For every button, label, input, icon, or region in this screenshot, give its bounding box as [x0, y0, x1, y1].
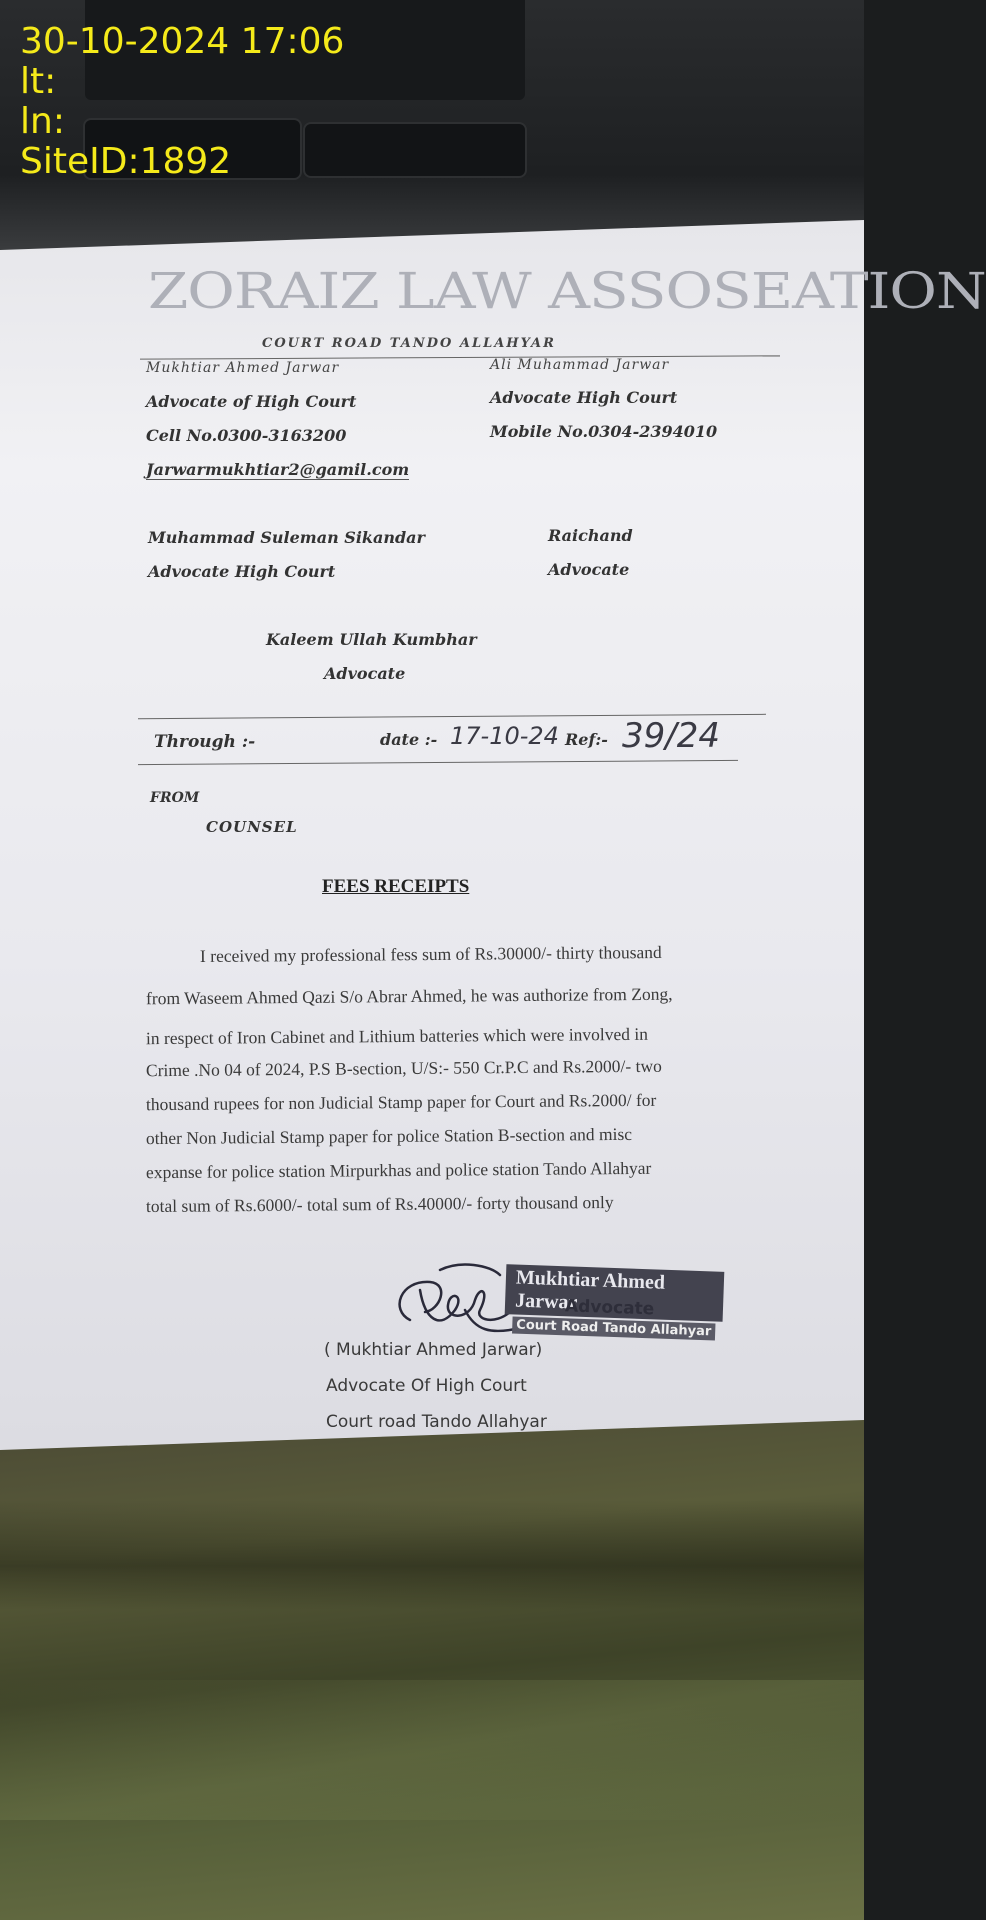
- stamp-line-3: Court Road Tando Allahyar: [512, 1316, 716, 1340]
- advocate1-title: Advocate of High Court: [146, 392, 357, 411]
- body-line-4: Crime .No 04 of 2024, P.S B-section, U/S:- 550 Cr.P.C and Rs.2000/- two: [145, 1055, 662, 1081]
- stamp-line-2: Advocate: [564, 1296, 655, 1320]
- advocate2-title: Advocate High Court: [490, 388, 678, 407]
- from-label: FROM: [150, 790, 200, 806]
- fabric-background: [0, 1420, 864, 1920]
- fabric-fold: [0, 1500, 864, 1610]
- advocate3-name: Muhammad Suleman Sikandar: [148, 528, 425, 547]
- advocate5-title: Advocate: [324, 664, 406, 683]
- advocate1-cell: Cell No.0300-3163200: [146, 426, 347, 445]
- date-label: date :-: [380, 730, 438, 749]
- advocate5-name: Kaleem Ullah Kumbhar: [266, 630, 477, 649]
- advocate2-mobile: Mobile No.0304-2394010: [490, 422, 718, 441]
- advocate1-name: Mukhtiar Ahmed Jarwar: [146, 360, 340, 376]
- from-value: COUNSEL: [206, 818, 298, 836]
- body-line-7: expanse for police station Mirpurkhas and police station Tando Allahyar: [145, 1157, 652, 1183]
- advocate1-email: Jarwarmukhtiar2@gamil.com: [146, 460, 410, 479]
- body-line-8: total sum of Rs.6000/- total sum of Rs.40000/- forty thousand only: [145, 1191, 614, 1217]
- camera-timestamp-overlay: [20, 22, 344, 182]
- body-line-6: other Non Judicial Stamp paper for police Station B-section and misc: [145, 1123, 633, 1149]
- stamp-line-1: Mukhtiar Ahmed Jarwar: [505, 1264, 725, 1322]
- firm-address: COURT ROAD TANDO ALLAHYAR: [262, 336, 556, 351]
- overlay-datetime: 30-10-2024 17:06: [20, 21, 345, 62]
- overlay-lt: lt:: [20, 61, 57, 102]
- ref-value: 39/24: [622, 716, 720, 756]
- date-value: 17-10-24: [450, 722, 559, 750]
- body-line-2: from Waseem Ahmed Qazi S/o Abrar Ahmed, he was authorize from Zong,: [145, 983, 673, 1009]
- body-line-1: I received my professional fess sum of Rs.30000/- thirty thousand: [199, 941, 662, 967]
- ref-label: Ref:-: [565, 730, 608, 749]
- firm-name-heading: ZORAIZ LAW ASSOSEATION: [148, 262, 986, 320]
- overlay-ln: ln:: [20, 101, 65, 142]
- signatory-address: Court road Tando Allahyar: [326, 1412, 547, 1432]
- body-line-5: thousand rupees for non Judicial Stamp paper for Court and Rs.2000/ for: [145, 1089, 657, 1115]
- fabric-fold: [0, 1680, 864, 1820]
- advocate2-name: Ali Muhammad Jarwar: [490, 357, 670, 373]
- signatory-name: ( Mukhtiar Ahmed Jarwar): [324, 1340, 543, 1360]
- through-label: Through :-: [154, 732, 256, 752]
- advocate4-title: Advocate: [548, 560, 630, 579]
- signatory-title: Advocate Of High Court: [326, 1376, 527, 1396]
- body-line-3: in respect of Iron Cabinet and Lithium batteries which were involved in: [145, 1023, 649, 1049]
- receipt-title: FEES RECEIPTS: [322, 876, 470, 897]
- advocate-stamp: [504, 1264, 725, 1350]
- overlay-site-id: SiteID:1892: [20, 141, 232, 182]
- advocate4-name: Raichand: [548, 526, 633, 545]
- advocate3-title: Advocate High Court: [148, 562, 336, 581]
